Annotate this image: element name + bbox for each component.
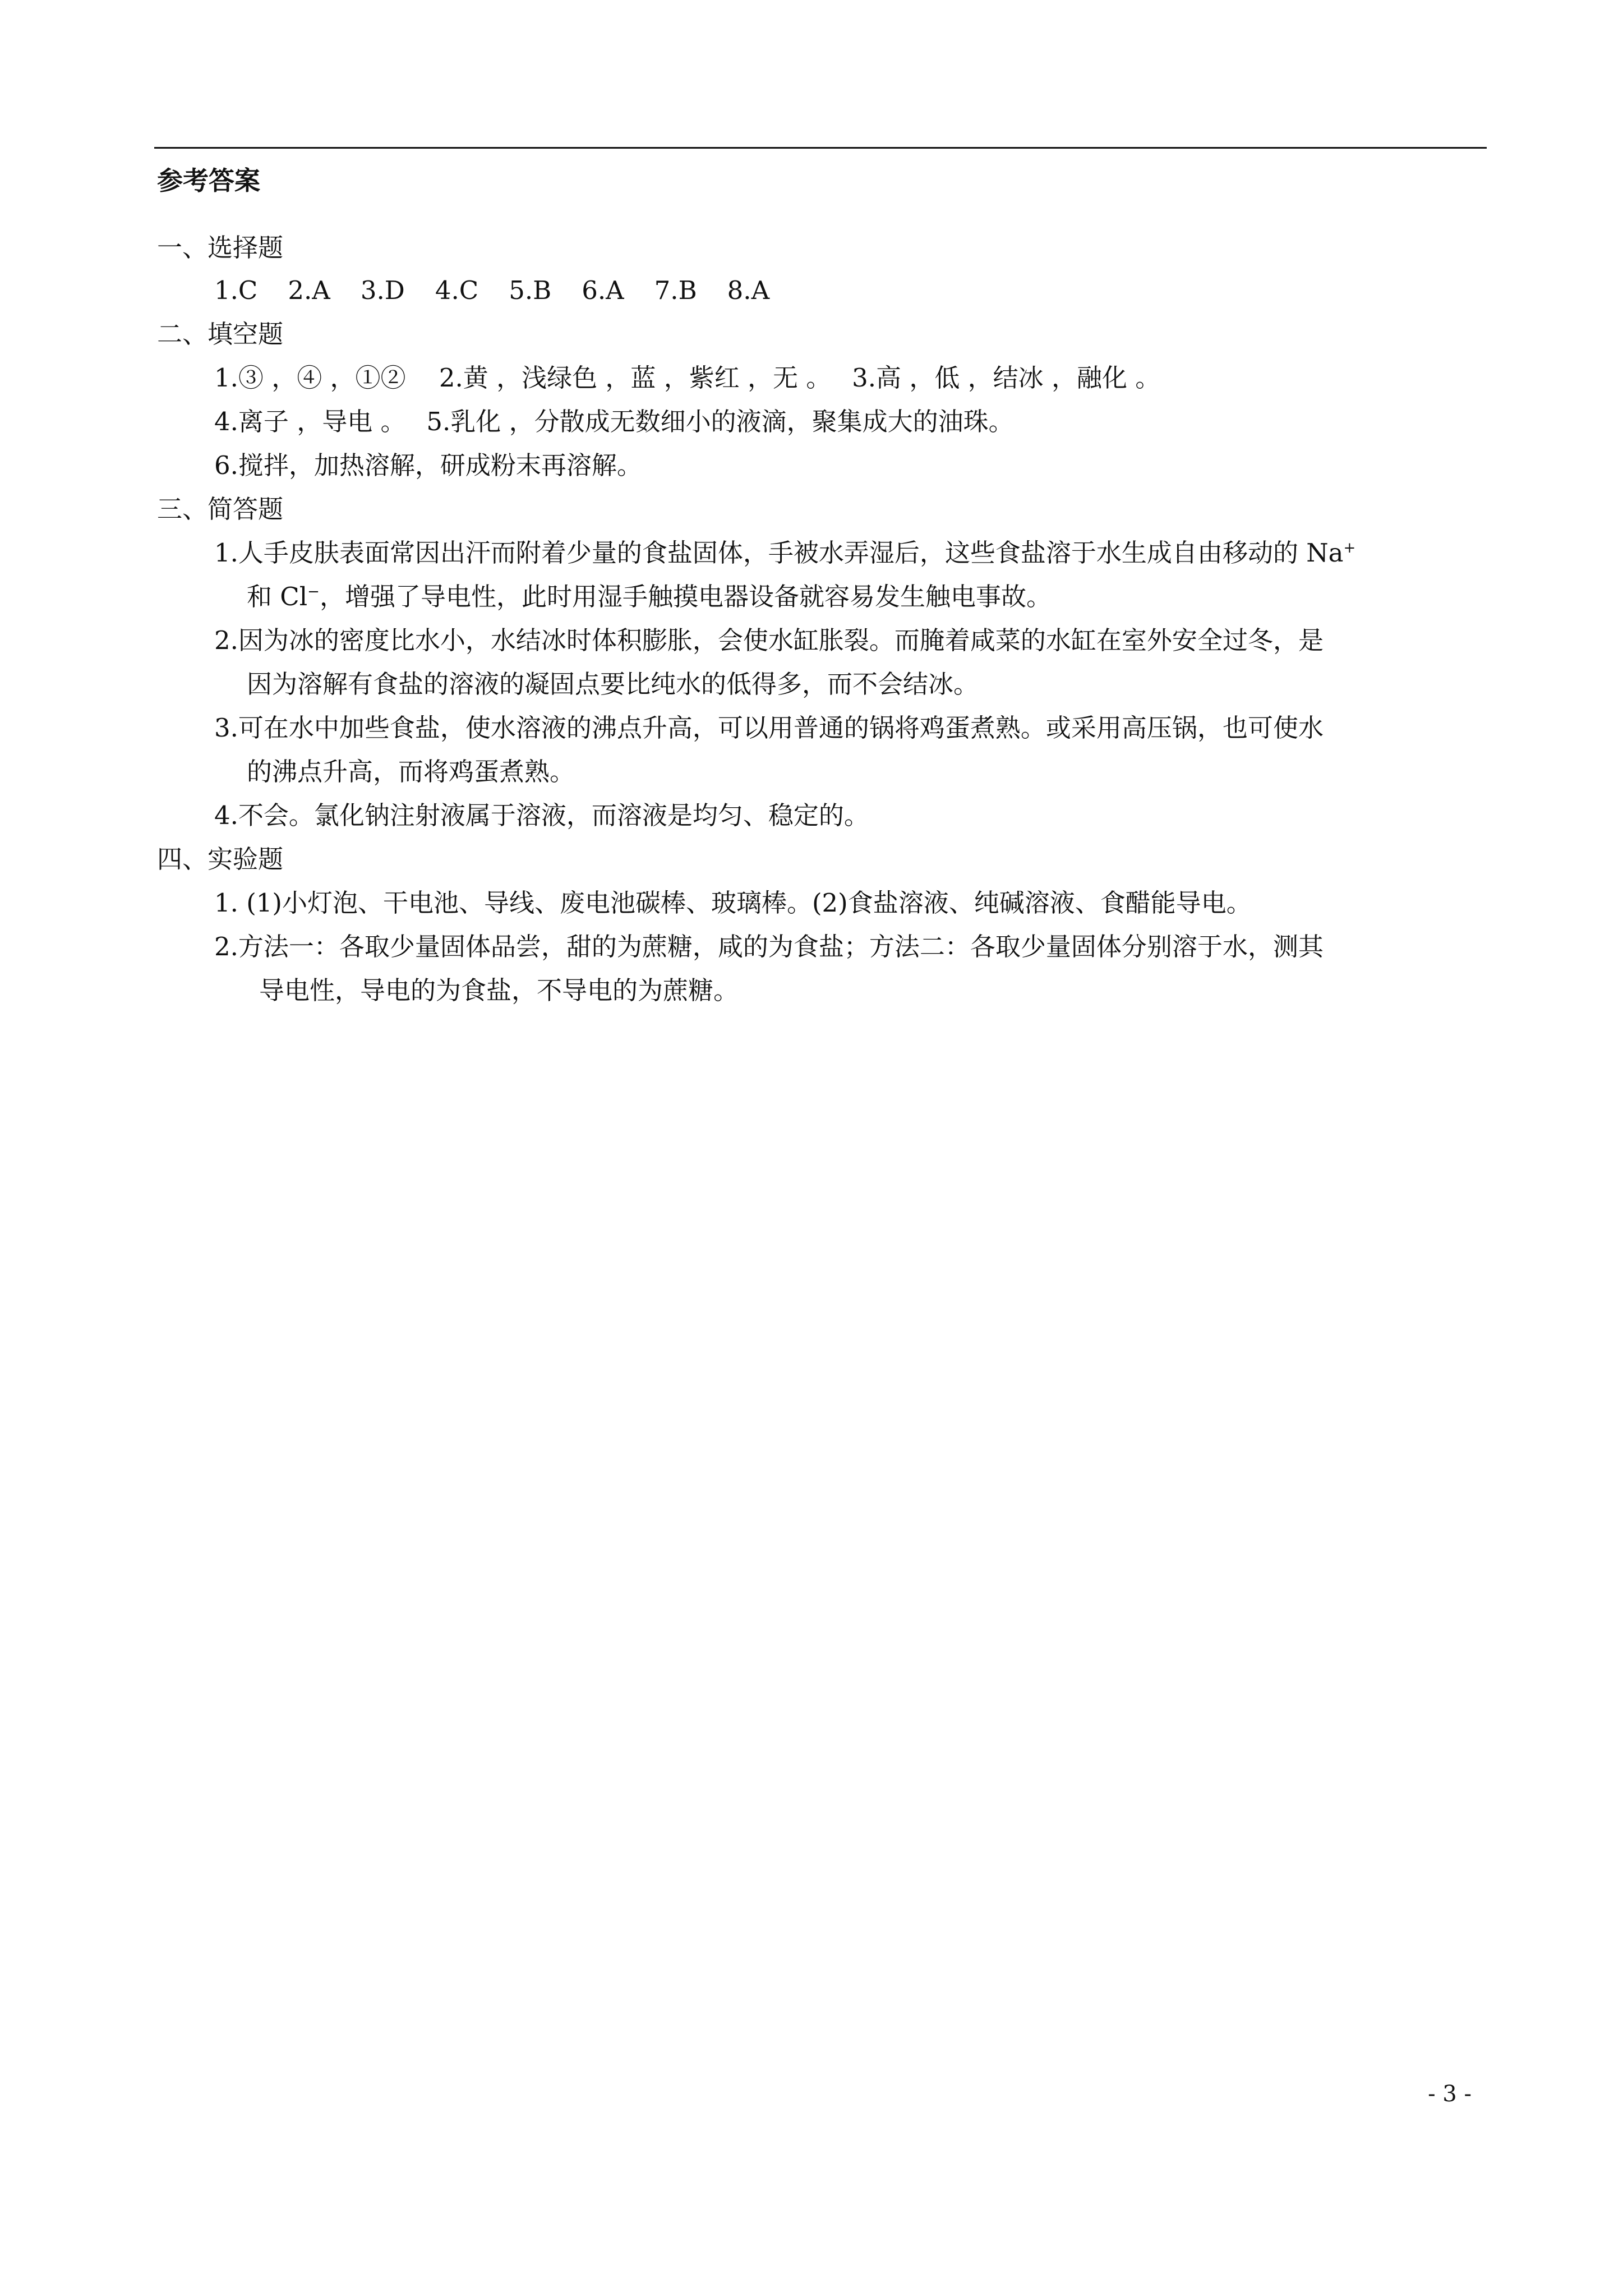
experiment-answer-line: 1. (1)小灯泡、干电池、导线、废电池碳棒、玻璃棒。(2)食盐溶液、纯碱溶液、食醋能导电。 (214, 888, 1252, 918)
short-answer-line: 的沸点升高，而将鸡蛋煮熟。 (247, 757, 575, 786)
experiment-answer-line: 导电性，导电的为食盐，不导电的为蔗糖。 (259, 976, 739, 1005)
section-heading-fill: 二、填空题 (157, 319, 284, 349)
page-title: 参考答案 (157, 165, 260, 196)
short-answer-text: ，增强了导电性，此时用湿手触摸电器设备就容易发生触电事故。 (319, 582, 1052, 611)
fill-answer-line: 4.离子 ，导电 。 5.乳化 ，分散成无数细小的液滴，聚集成大的油珠。 (214, 407, 1014, 436)
superscript: − (307, 583, 320, 600)
choice-answer: 1.C (214, 275, 258, 305)
choice-answer: 2.A (288, 275, 330, 305)
short-answer-line: 4.不会。氯化钠注射液属于溶液，而溶液是均匀、稳定的。 (214, 800, 869, 830)
short-answer-line (247, 580, 1052, 614)
short-answer-line: 3.可在水中加些食盐，使水溶液的沸点升高，可以用普通的锅将鸡蛋煮熟。或采用高压锅，也可使水 (214, 713, 1324, 743)
experiment-answer-line: 2.方法一：各取少量固体品尝，甜的为蔗糖，咸的为食盐；方法二：各取少量固体分别溶于水，测其 (214, 932, 1324, 961)
choice-answer: 6.A (582, 275, 624, 305)
short-answer-line: 2.因为冰的密度比水小，水结冰时体积膨胀，会使水缸胀裂。而腌着咸菜的水缸在室外安全过冬，是 (214, 625, 1324, 655)
short-answer-text: 和 Cl (247, 582, 308, 611)
choice-answer: 8.A (727, 275, 770, 305)
page-number: - 3 - (1428, 2081, 1472, 2107)
section-heading-choice: 一、选择题 (157, 233, 284, 263)
fill-answer-line: 6.搅拌，加热溶解，研成粉末再溶解。 (214, 450, 642, 480)
section-heading-experiment: 四、实验题 (157, 844, 284, 874)
fill-answer-line: 1.③ ，④ ，①② 2.黄 ，浅绿色 ，蓝 ，紫红 ，无 。 3.高 ，低 ，结冰 ，融化 。 (214, 363, 1161, 393)
superscript: + (1343, 540, 1356, 556)
choice-answer: 3.D (360, 275, 405, 305)
choice-answer: 7.B (654, 275, 697, 305)
choice-answers (214, 274, 769, 307)
short-answer-line: 因为溶解有食盐的溶液的凝固点要比纯水的低得多，而不会结冰。 (247, 669, 979, 699)
short-answer-text: 1.人手皮肤表面常因出汗而附着少量的食盐固体，手被水弄湿后，这些食盐溶于水生成自由移动的 Na (214, 538, 1344, 568)
header-rule (154, 147, 1487, 149)
choice-answer: 5.B (509, 275, 552, 305)
choice-answer: 4.C (435, 275, 479, 305)
short-answer-line (214, 536, 1355, 570)
section-heading-short: 三、简答题 (157, 494, 284, 524)
